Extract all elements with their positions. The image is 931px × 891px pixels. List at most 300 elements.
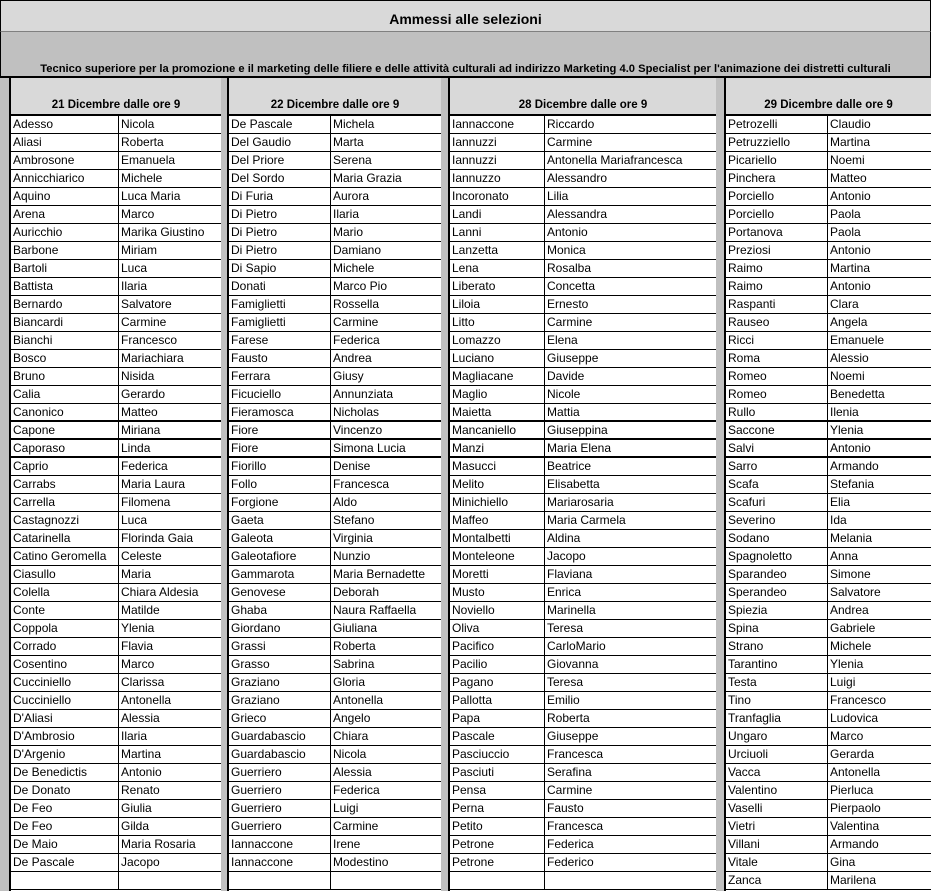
- surname-cell: Melito: [452, 477, 485, 491]
- first-name-cell: Serafina: [544, 764, 716, 781]
- course-subtitle: Tecnico superiore per la promozione e il marketing delle filiere e delle attività culturali ad indirizzo Marketing 4.0 Specialist per l'animazione dei distretti culturali: [0, 31, 931, 78]
- candidate-row: [726, 584, 931, 602]
- surname-cell: Del Priore: [231, 153, 285, 167]
- surname-cell: Zanca: [728, 873, 762, 887]
- first-name-cell: Michele: [330, 260, 441, 277]
- candidate-row: [229, 116, 441, 134]
- surname-cell: Del Sordo: [231, 171, 285, 185]
- candidate-row: [229, 746, 441, 764]
- surname-cell: Iannaccone: [231, 837, 294, 851]
- surname-cell: Di Sapio: [231, 261, 277, 275]
- day-column: [229, 78, 441, 890]
- first-name-cell: Marilena: [827, 872, 931, 889]
- day-header: 22 Dicembre dalle ore 9: [229, 78, 441, 116]
- candidate-row: [726, 296, 931, 314]
- first-name-cell: Matilde: [118, 602, 221, 619]
- first-name-cell: Davide: [544, 368, 716, 385]
- candidate-row: [450, 224, 716, 242]
- surname-cell: De Benedictis: [13, 765, 88, 779]
- candidate-row: [229, 422, 441, 440]
- first-name-cell: Miriam: [118, 242, 221, 259]
- first-name-cell: Nicole: [544, 386, 716, 403]
- surname-cell: D'Argenio: [13, 747, 66, 761]
- candidate-row: [450, 296, 716, 314]
- surname-cell: Litto: [452, 315, 475, 329]
- first-name-cell: Nicola: [330, 746, 441, 763]
- surname-cell: Testa: [728, 675, 757, 689]
- first-name-cell: CarloMario: [544, 638, 716, 655]
- first-name-cell: Salvatore: [827, 584, 931, 601]
- surname-cell: Raspanti: [728, 297, 776, 311]
- first-name-cell: Luca Maria: [118, 188, 221, 205]
- candidate-row: [726, 872, 931, 890]
- surname-cell: Guerriero: [231, 801, 282, 815]
- surname-cell: Scafa: [728, 477, 759, 491]
- candidate-row: [229, 530, 441, 548]
- first-name-cell: Maria Carmela: [544, 512, 716, 529]
- first-name-cell: Florinda Gaia: [118, 530, 221, 547]
- surname-cell: Picariello: [728, 153, 777, 167]
- first-name-cell: Roberta: [544, 710, 716, 727]
- surname-cell: Oliva: [452, 621, 480, 635]
- surname-cell: Canonico: [13, 405, 64, 419]
- candidate-row: [450, 152, 716, 170]
- first-name-cell: Maria Laura: [118, 476, 221, 493]
- surname-cell: Pascale: [452, 729, 495, 743]
- candidate-row: [11, 404, 221, 422]
- candidate-row: [229, 260, 441, 278]
- surname-cell: Maglio: [452, 387, 488, 401]
- first-name-cell: Gloria: [330, 674, 441, 691]
- surname-cell: Cosentino: [13, 657, 68, 671]
- first-name-cell: Martina: [827, 134, 931, 151]
- candidate-row: [726, 818, 931, 836]
- candidate-row: [726, 314, 931, 332]
- first-name-cell: Benedetta: [827, 386, 931, 403]
- surname-cell: Donati: [231, 279, 266, 293]
- candidate-row: [11, 350, 221, 368]
- first-name-cell: Giuseppe: [544, 350, 716, 367]
- candidate-row: [11, 656, 221, 674]
- surname-cell: De Feo: [13, 819, 53, 833]
- first-name-cell: Serena: [330, 152, 441, 169]
- first-name-cell: Antonio: [827, 188, 931, 205]
- first-name-cell: Monica: [544, 242, 716, 259]
- candidate-row: [726, 440, 931, 458]
- surname-cell: Valentino: [728, 783, 778, 797]
- candidate-row: [229, 854, 441, 872]
- surname-cell: Roma: [728, 351, 761, 365]
- surname-cell: Lomazzo: [452, 333, 501, 347]
- first-name-cell: Ilaria: [118, 278, 221, 295]
- surname-cell: Sperandeo: [728, 585, 787, 599]
- surname-cell: Iannaccone: [231, 855, 294, 869]
- first-name-cell: Marco: [118, 206, 221, 223]
- first-name-cell: Chiara: [330, 728, 441, 745]
- first-name-cell: Marco Pio: [330, 278, 441, 295]
- candidate-row: [450, 800, 716, 818]
- day-header: 21 Dicembre dalle ore 9: [11, 78, 221, 116]
- candidate-row: [726, 530, 931, 548]
- first-name-cell: Marika Giustino: [118, 224, 221, 241]
- candidate-row: [11, 296, 221, 314]
- first-name-cell: Annunziata: [330, 386, 441, 403]
- first-name-cell: Maria Rosaria: [118, 836, 221, 853]
- candidate-row: [229, 152, 441, 170]
- surname-cell: Grasso: [231, 657, 270, 671]
- candidate-row: [450, 728, 716, 746]
- day-column: [450, 78, 716, 890]
- first-name-cell: Nicola: [118, 116, 221, 133]
- first-name-cell: Giovanna: [544, 656, 716, 673]
- surname-cell: Catino Geromella: [13, 549, 107, 563]
- surname-cell: Romeo: [728, 387, 767, 401]
- first-name-cell: Giuliana: [330, 620, 441, 637]
- candidate-row: [450, 332, 716, 350]
- first-name-cell: Maria Bernadette: [330, 566, 441, 583]
- candidate-row: [450, 692, 716, 710]
- candidate-row: [726, 368, 931, 386]
- candidate-row: [11, 530, 221, 548]
- surname-cell: Arena: [13, 207, 46, 221]
- candidate-row: [11, 602, 221, 620]
- candidate-row: [11, 836, 221, 854]
- first-name-cell: Flaviana: [544, 566, 716, 583]
- surname-cell: Lanzetta: [452, 243, 499, 257]
- first-name-cell: Francesco: [827, 692, 931, 709]
- first-name-cell: Flavia: [118, 638, 221, 655]
- surname-cell: Fiore: [231, 423, 259, 437]
- first-name-cell: Maria Grazia: [330, 170, 441, 187]
- first-name-cell: Rossella: [330, 296, 441, 313]
- candidate-row: [450, 854, 716, 872]
- surname-cell: Cucciniello: [13, 675, 72, 689]
- first-name-cell: Paola: [827, 206, 931, 223]
- candidate-row: [11, 458, 221, 476]
- surname-cell: Liberato: [452, 279, 496, 293]
- first-name-cell: Clara: [827, 296, 931, 313]
- first-name-cell: Matteo: [118, 404, 221, 420]
- candidate-row: [726, 620, 931, 638]
- first-name-cell: Alessandra: [544, 206, 716, 223]
- candidate-row: [229, 314, 441, 332]
- first-name-cell: Antonio: [827, 242, 931, 259]
- candidate-row: [450, 566, 716, 584]
- surname-cell: Spina: [728, 621, 759, 635]
- surname-cell: De Maio: [13, 837, 58, 851]
- candidate-row: [726, 800, 931, 818]
- candidate-row: [726, 350, 931, 368]
- first-name-cell: Gilda: [118, 818, 221, 835]
- first-name-cell: Aldina: [544, 530, 716, 547]
- first-name-cell: Gina: [827, 854, 931, 871]
- candidate-row: [726, 386, 931, 404]
- candidate-row: [450, 476, 716, 494]
- candidate-row: [450, 620, 716, 638]
- candidate-row: [726, 548, 931, 566]
- first-name-cell: Mattia: [544, 404, 716, 420]
- first-name-cell: Jacopo: [544, 548, 716, 565]
- candidate-list: [726, 116, 931, 890]
- surname-cell: Scafuri: [728, 495, 766, 509]
- surname-cell: De Pascale: [13, 855, 75, 869]
- surname-cell: Porciello: [728, 189, 775, 203]
- first-name-cell: Michela: [330, 116, 441, 133]
- surname-cell: Landi: [452, 207, 482, 221]
- first-name-cell: Teresa: [544, 674, 716, 691]
- candidate-row: [450, 764, 716, 782]
- first-name-cell: Andrea: [827, 602, 931, 619]
- surname-cell: Raimo: [728, 261, 763, 275]
- surname-cell: Sarro: [728, 459, 758, 473]
- first-name-cell: Renato: [118, 782, 221, 799]
- surname-cell: Pinchera: [728, 171, 776, 185]
- surname-cell: Aliasi: [13, 135, 42, 149]
- surname-cell: Perna: [452, 801, 485, 815]
- candidate-row: [450, 872, 716, 890]
- first-name-cell: Marinella: [544, 602, 716, 619]
- candidate-row: [229, 440, 441, 458]
- candidate-row: [11, 872, 221, 890]
- candidate-row: [726, 710, 931, 728]
- candidate-row: [726, 116, 931, 134]
- candidate-row: [11, 638, 221, 656]
- first-name-cell: Salvatore: [118, 296, 221, 313]
- candidate-row: [726, 458, 931, 476]
- surname-cell: Lanni: [452, 225, 482, 239]
- candidate-row: [229, 494, 441, 512]
- surname-cell: Preziosi: [728, 243, 771, 257]
- first-name-cell: Simone: [827, 566, 931, 583]
- candidate-row: [229, 242, 441, 260]
- first-name-cell: Luigi: [827, 674, 931, 691]
- first-name-cell: Carmine: [544, 782, 716, 799]
- candidate-row: [11, 764, 221, 782]
- candidate-row: [726, 476, 931, 494]
- candidate-row: [229, 332, 441, 350]
- sheet-title: Ammessi alle selezioni: [0, 0, 931, 31]
- candidate-row: [726, 188, 931, 206]
- surname-cell: Biancardi: [13, 315, 64, 329]
- candidate-row: [450, 260, 716, 278]
- surname-cell: Petruzziello: [728, 135, 791, 149]
- first-name-cell: Francesco: [118, 332, 221, 349]
- candidate-row: [450, 134, 716, 152]
- surname-cell: Lena: [452, 261, 479, 275]
- candidate-row: [229, 656, 441, 674]
- surname-cell: Musto: [452, 585, 485, 599]
- first-name-cell: Maria: [118, 566, 221, 583]
- candidate-row: [11, 710, 221, 728]
- first-name-cell: Carmine: [544, 314, 716, 331]
- first-name-cell: Alessia: [118, 710, 221, 727]
- surname-cell: De Donato: [13, 783, 71, 797]
- first-name-cell: Gerardo: [118, 386, 221, 403]
- candidate-row: [450, 584, 716, 602]
- surname-cell: Fiorillo: [231, 459, 267, 473]
- candidate-row: [726, 746, 931, 764]
- surname-cell: Montalbetti: [452, 531, 511, 545]
- candidate-row: [11, 854, 221, 872]
- candidate-row: [11, 566, 221, 584]
- surname-cell: Cucciniello: [13, 693, 72, 707]
- first-name-cell: Noemi: [827, 368, 931, 385]
- first-name-cell: Nicholas: [330, 404, 441, 420]
- surname-cell: Sparandeo: [728, 567, 787, 581]
- first-name-cell: Chiara Aldesia: [118, 584, 221, 601]
- surname-cell: Pacilio: [452, 657, 488, 671]
- candidate-row: [450, 350, 716, 368]
- first-name-cell: Aldo: [330, 494, 441, 511]
- first-name-cell: Alessia: [330, 764, 441, 781]
- candidate-row: [726, 170, 931, 188]
- surname-cell: Strano: [728, 639, 764, 653]
- first-name-cell: Giusy: [330, 368, 441, 385]
- first-name-cell: Ilaria: [330, 206, 441, 223]
- surname-cell: Pagano: [452, 675, 494, 689]
- candidate-row: [229, 710, 441, 728]
- candidate-row: [726, 260, 931, 278]
- first-name-cell: Virginia: [330, 530, 441, 547]
- surname-cell: Severino: [728, 513, 776, 527]
- candidate-list: [450, 116, 716, 890]
- surname-cell: Ficuciello: [231, 387, 282, 401]
- first-name-cell: Martina: [118, 746, 221, 763]
- candidate-row: [11, 818, 221, 836]
- surname-cell: Papa: [452, 711, 481, 725]
- surname-cell: Carrabs: [13, 477, 56, 491]
- first-name-cell: Teresa: [544, 620, 716, 637]
- candidate-row: [11, 620, 221, 638]
- first-name-cell: Mariarosaria: [544, 494, 716, 511]
- candidate-row: [450, 242, 716, 260]
- candidate-row: [726, 674, 931, 692]
- first-name-cell: Vincenzo: [330, 422, 441, 438]
- first-name-cell: Ilenia: [827, 404, 931, 420]
- surname-cell: Pasciuti: [452, 765, 495, 779]
- surname-cell: Portanova: [728, 225, 783, 239]
- first-name-cell: Luigi: [330, 800, 441, 817]
- candidate-row: [229, 800, 441, 818]
- first-name-cell: Ylenia: [118, 620, 221, 637]
- candidate-row: [229, 278, 441, 296]
- candidate-row: [450, 710, 716, 728]
- first-name-cell: Antonio: [544, 224, 716, 241]
- candidate-row: [450, 404, 716, 422]
- surname-cell: Caporaso: [13, 441, 66, 455]
- candidate-row: [11, 584, 221, 602]
- first-name-cell: Elia: [827, 494, 931, 511]
- first-name-cell: Giulia: [118, 800, 221, 817]
- candidate-row: [11, 800, 221, 818]
- first-name-cell: Clarissa: [118, 674, 221, 691]
- candidate-row: [11, 782, 221, 800]
- surname-cell: Iannuzzo: [452, 171, 501, 185]
- surname-cell: Pasciuccio: [452, 747, 510, 761]
- first-name-cell: Emanuele: [827, 332, 931, 349]
- first-name-cell: Naura Raffaella: [330, 602, 441, 619]
- first-name-cell: Mario: [330, 224, 441, 241]
- candidate-row: [229, 782, 441, 800]
- first-name-cell: Simona Lucia: [330, 440, 441, 456]
- first-name-cell: Ylenia: [827, 656, 931, 673]
- candidate-row: [726, 836, 931, 854]
- surname-cell: Iannuzzi: [452, 135, 497, 149]
- surname-cell: Spagnoletto: [728, 549, 793, 563]
- surname-cell: Di Furia: [231, 189, 274, 203]
- surname-cell: Romeo: [728, 369, 767, 383]
- first-name-cell: Gerarda: [827, 746, 931, 763]
- first-name-cell: Andrea: [330, 350, 441, 367]
- day-header: 28 Dicembre dalle ore 9: [450, 78, 716, 116]
- candidate-row: [229, 512, 441, 530]
- surname-cell: Minichiello: [452, 495, 509, 509]
- first-name-cell: Giuseppina: [544, 422, 716, 438]
- surname-cell: Annicchiarico: [13, 171, 85, 185]
- candidate-row: [229, 836, 441, 854]
- surname-cell: Saccone: [728, 423, 775, 437]
- first-name-cell: Francesca: [330, 476, 441, 493]
- first-name-cell: Michele: [827, 638, 931, 655]
- surname-cell: Manzi: [452, 441, 485, 455]
- candidate-row: [726, 422, 931, 440]
- candidate-row: [229, 764, 441, 782]
- first-name-cell: Noemi: [827, 152, 931, 169]
- candidate-row: [450, 206, 716, 224]
- candidate-row: [11, 674, 221, 692]
- surname-cell: Tarantino: [728, 657, 778, 671]
- candidate-row: [11, 206, 221, 224]
- candidate-row: [229, 638, 441, 656]
- candidate-row: [11, 242, 221, 260]
- candidate-row: [450, 548, 716, 566]
- candidate-row: [11, 314, 221, 332]
- candidate-row: [726, 404, 931, 422]
- candidate-row: [450, 782, 716, 800]
- surname-cell: Vacca: [728, 765, 761, 779]
- first-name-cell: Federica: [544, 836, 716, 853]
- surname-cell: Ungaro: [728, 729, 768, 743]
- surname-cell: Battista: [13, 279, 54, 293]
- first-name-cell: Federica: [330, 782, 441, 799]
- first-name-cell: Rosalba: [544, 260, 716, 277]
- first-name-cell: Irene: [330, 836, 441, 853]
- candidate-row: [726, 512, 931, 530]
- candidate-row: [11, 422, 221, 440]
- first-name-cell: Lilia: [544, 188, 716, 205]
- surname-cell: Catarinella: [13, 531, 71, 545]
- first-name-cell: Gabriele: [827, 620, 931, 637]
- candidate-row: [726, 656, 931, 674]
- first-name-cell: Linda: [118, 440, 221, 456]
- surname-cell: [229, 872, 330, 889]
- surname-cell: Gaeta: [231, 513, 264, 527]
- candidate-row: [450, 494, 716, 512]
- candidate-row: [11, 548, 221, 566]
- candidate-row: [450, 656, 716, 674]
- first-name-cell: [330, 872, 441, 889]
- surname-cell: Incoronato: [452, 189, 509, 203]
- candidate-row: [229, 386, 441, 404]
- surname-cell: Pallotta: [452, 693, 493, 707]
- candidate-row: [450, 116, 716, 134]
- candidate-row: [450, 440, 716, 458]
- surname-cell: Famiglietti: [231, 315, 286, 329]
- candidate-row: [450, 746, 716, 764]
- candidate-row: [726, 332, 931, 350]
- first-name-cell: Angelo: [330, 710, 441, 727]
- surname-cell: Mancaniello: [452, 423, 517, 437]
